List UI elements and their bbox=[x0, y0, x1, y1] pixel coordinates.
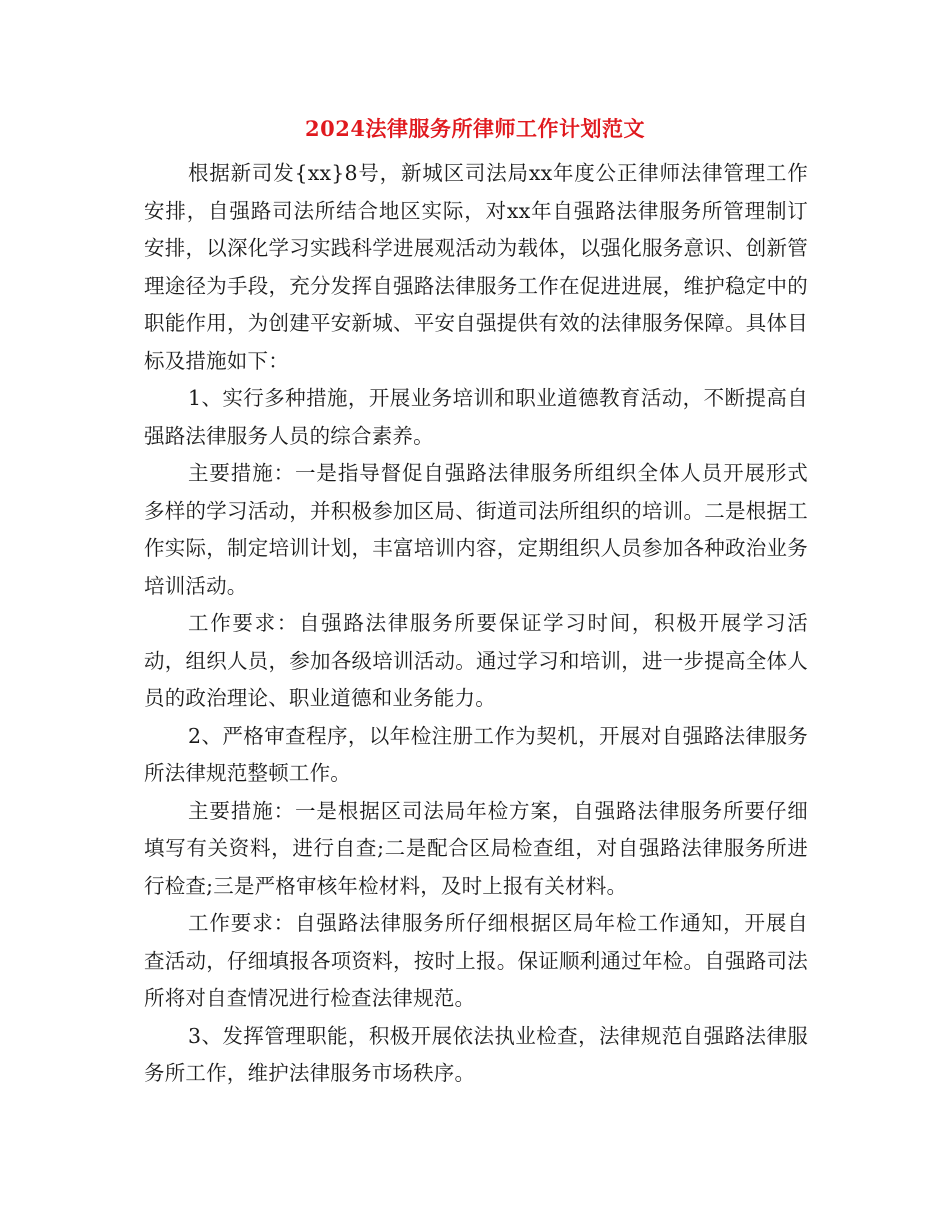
document-title: 2024法律服务所律师工作计划范文 bbox=[305, 116, 645, 141]
paragraph-item-2: 2、严格审查程序，以年检注册工作为契机，开展对自强路法律服务所法律规范整顿工作。 bbox=[144, 723, 808, 785]
paragraph-item-1-measures: 主要措施：一是指导督促自强路法律服务所组织全体人员开展形式多样的学习活动，并积极参加区局、街道司法所组织的培训。二是根据工作实际，制定培训计划，丰富培训内容，定期组织人员参加各种政治业务培训活动。 bbox=[144, 461, 808, 598]
document-body bbox=[144, 155, 808, 1093]
paragraph-item-2-requirements: 工作要求：自强路法律服务所仔细根据区局年检工作通知，开展自查活动，仔细填报各项资料，按时上报。保证顺利通过年检。自强路司法所将对自查情况进行检查法律规范。 bbox=[144, 911, 808, 1010]
paragraph-intro: 根据新司发{xx}8号，新城区司法局xx年度公正律师法律管理工作安排，自强路司法所结合地区实际，对xx年自强路法律服务所管理制订安排，以深化学习实践科学进展观活动为载体，以强化服务意识、创新管理途径为手段，充分发挥自强路法律服务工作在促进进展，维护稳定中的职能作用，为创建平安新城、平安自强提供有效的法律服务保障。具体目标及措施如下： bbox=[144, 161, 808, 373]
paragraph-item-1: 1、实行多种措施，开展业务培训和职业道德教育活动，不断提高自强路法律服务人员的综合素养。 bbox=[144, 386, 808, 448]
paragraph-item-2-measures: 主要措施：一是根据区司法局年检方案，自强路法律服务所要仔细填写有关资料，进行自查;二是配合区局检查组，对自强路法律服务所进行检查;三是严格审核年检材料，及时上报有关材料。 bbox=[144, 798, 808, 898]
paragraph-item-3: 3、发挥管理职能，积极开展依法执业检查，法律规范自强路法律服务所工作，维护法律服务市场秩序。 bbox=[144, 1023, 808, 1085]
paragraph-item-1-requirements: 工作要求：自强路法律服务所要保证学习时间，积极开展学习活动，组织人员，参加各级培训活动。通过学习和培训，进一步提高全体人员的政治理论、职业道德和业务能力。 bbox=[144, 611, 808, 710]
